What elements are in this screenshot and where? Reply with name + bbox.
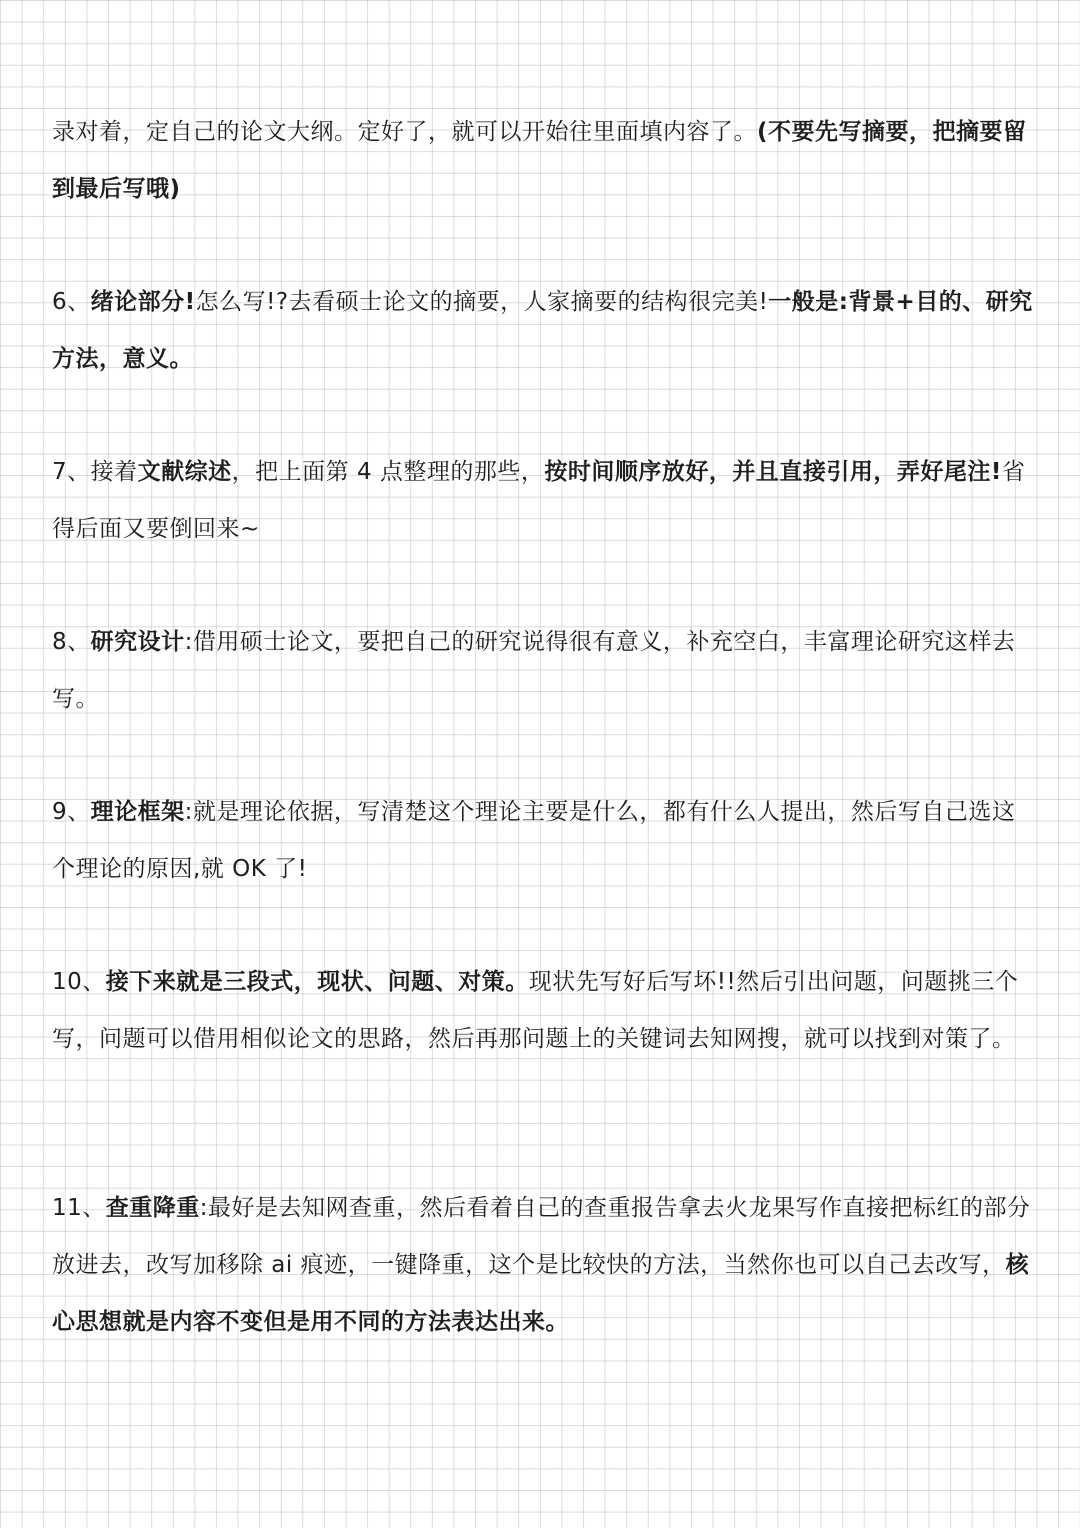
text-segment: 怎么写!?去看硕士论文的摘要，人家摘要的结构很完美! bbox=[195, 289, 769, 315]
text-segment: :最好是去知网查重，然后看着自己的查重报告拿去火龙果写作直接把标红的部分放进去，改写加移除 ai 痕迹，一键降重，这个是比较快的方法，当然你也可以自己去改写， bbox=[52, 1195, 1031, 1278]
item-number: 9、 bbox=[52, 799, 91, 825]
item-number: 11、 bbox=[52, 1195, 106, 1221]
item-number: 6、 bbox=[52, 289, 91, 315]
paragraph-outline-continuation bbox=[52, 104, 1037, 218]
paragraph-theoretical-framework bbox=[52, 784, 1037, 898]
paragraph-plagiarism-check bbox=[52, 1180, 1037, 1351]
bold-segment: 文献综述 bbox=[137, 459, 232, 485]
text-segment: 现状先写好后写坏!!然后引出问题，问题挑三个写，问题可以借用相似论文的思路，然后再那问题上的关键词去知网搜，就可以找到对策了。 bbox=[52, 969, 1019, 1052]
text-segment: 7、接着 bbox=[52, 459, 138, 485]
bold-segment: 研究设计 bbox=[90, 629, 185, 655]
bold-segment: 查重降重 bbox=[105, 1195, 200, 1221]
paragraph-literature-review bbox=[52, 444, 1037, 558]
text-segment: 录对着，定自己的论文大纲。定好了，就可以开始往里面填内容了。 bbox=[52, 119, 757, 145]
bold-segment: 绪论部分! bbox=[90, 289, 196, 315]
text-segment: :就是理论依据，写清楚这个理论主要是什么，都有什么人提出，然后写自己选这个理论的原因,就 OK 了! bbox=[52, 799, 1016, 882]
bold-segment: (不要先写摘要，把摘要留到最后写哦) bbox=[52, 119, 1027, 202]
bold-segment: 一般是:背景+目的、研究方法，意义。 bbox=[52, 289, 1033, 372]
bold-segment: 按时间顺序放好，并且直接引用，弄好尾注! bbox=[544, 459, 1002, 485]
text-segment: :借用硕士论文，要把自己的研究说得很有意义，补充空白，丰富理论研究这样去写。 bbox=[52, 629, 1016, 712]
item-number: 8、 bbox=[52, 629, 91, 655]
text-segment: 省得后面又要倒回来~ bbox=[52, 459, 1026, 542]
paragraph-introduction bbox=[52, 274, 1037, 388]
paragraph-three-part-structure bbox=[52, 954, 1037, 1068]
item-number: 10、 bbox=[52, 969, 106, 995]
bold-segment: 核心思想就是内容不变但是用不同的方法表达出来。 bbox=[52, 1252, 1030, 1335]
bold-segment: 理论框架 bbox=[90, 799, 185, 825]
bold-segment: 接下来就是三段式，现状、问题、对策。 bbox=[105, 969, 529, 995]
paragraph-research-design bbox=[52, 614, 1037, 728]
text-segment: ，把上面第 4 点整理的那些， bbox=[231, 459, 545, 485]
